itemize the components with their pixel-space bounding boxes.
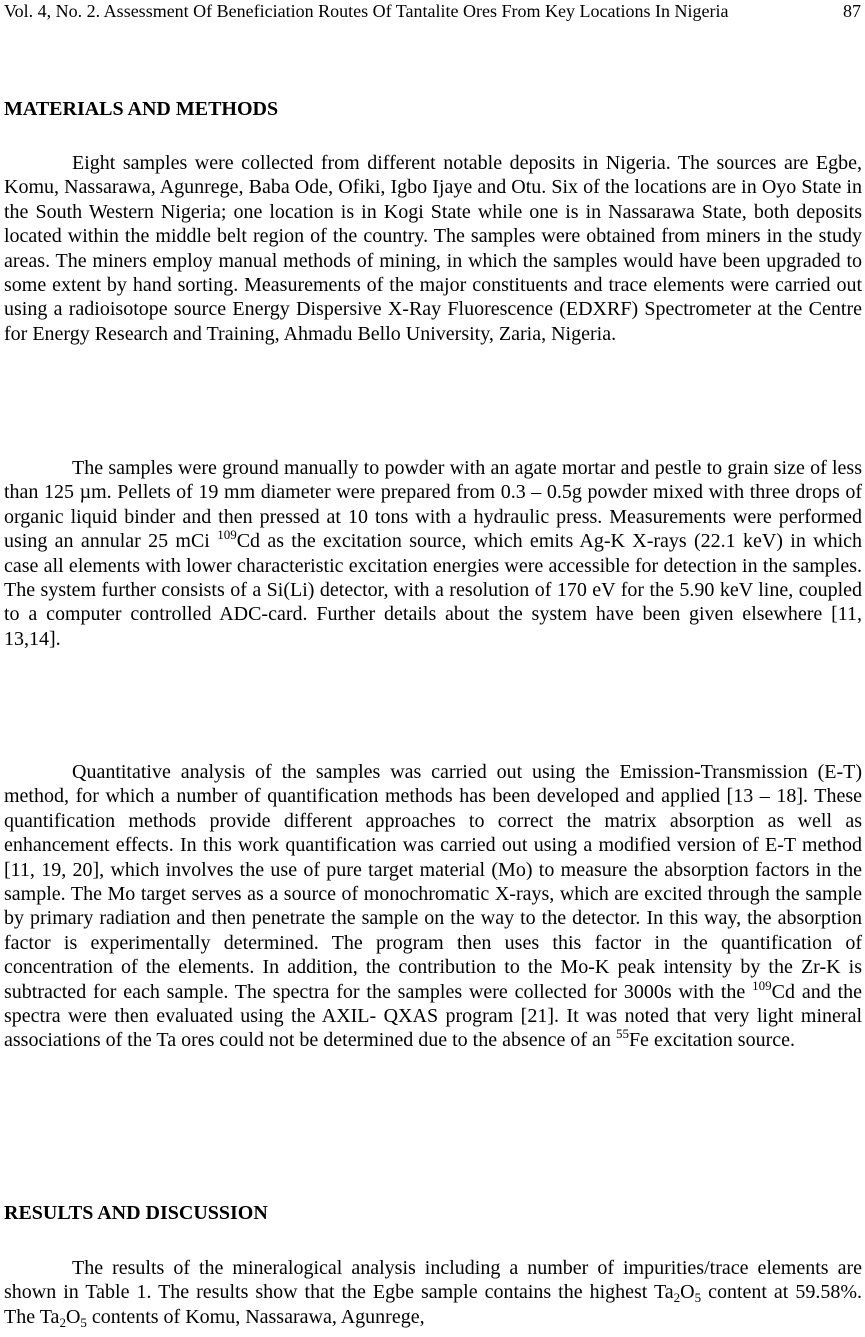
section-heading-materials: MATERIALS AND METHODS: [4, 98, 279, 120]
paragraph-quantification: Quantitative analysis of the samples was carried out using the Emission-Transmission (E-T) method, for which a number of quantification methods has been developed and applied [13 – 18]. These quantification methods provide different approaches to correct the matrix absorption as well as enhancement effects. In this work quantification was carried out using a modified version of E-T method [11, 19, 20], which involves the use of pure target material (Mo) to measure the absorption factors in the sample. The Mo target serves as a source of monochromatic X-rays, which are excited through the sample by primary radiation and then penetrate the sample on the way to the detector. In this way, the absorption factor is experimentally determined. The program then uses this factor in the quantification of concentration of the elements. In addition, the contribution to the Mo-K peak intensity by the Zr-K is subtracted for each sample. The spectra for the samples were collected for 3000s with the $^{109}$Cd and the spectra were then evaluated using the AXIL- QXAS program [21]. It was noted that very light mineral associations of the Ta ores could not be determined due to the absence of an $^{55}$Fe excitation source.: [4, 761, 862, 1052]
paragraph-preparation: The samples were ground manually to powder with an agate mortar and pestle to grain size of less than 125 µm. Pellets of 19 mm diameter were prepared from 0.3 – 0.5g powder mixed with three drops of organic liquid binder and then pressed at 10 tons with a hydraulic press. Measurements were performed using an annular 25 mCi $^{109}$Cd as the excitation source, which emits Ag-K X-rays (22.1 keV) in which case all elements with lower characteristic excitation energies were accessible for detection in the samples. The system further consists of a Si(Li) detector, with a resolution of 170 eV for the 5.90 keV line, coupled to a computer controlled ADC-card. Further details about the system have been given elsewhere [11, 13,14].: [4, 457, 863, 650]
paragraph-samples: Eight samples were collected from different notable deposits in Nigeria. The sources are Egbe, Komu, Nassarawa, Agunrege, Baba Ode, Ofiki, Igbo Ijaye and Otu. Six of the locations are in Oyo State in the South Western Nigeria; one location is in Kogi State while one is in Nassarawa State, both deposits located within the middle belt region of the country. The samples were obtained from miners in the study areas. The miners employ manual methods of mining, in which the samples would have been upgraded to some extent by hand sorting. Measurements of the major constituents and trace elements were carried out using a radioisotope source Energy Dispersive X-Ray Fluorescence (EDXRF) Spectrometer at the Centre for Energy Research and Training, Ahmadu Bello University, Zaria, Nigeria.: [4, 152, 862, 345]
page-number: 87: [843, 1, 861, 21]
journal-title: Vol. 4, No. 2. Assessment Of Beneficiation Routes Of Tantalite Ores From Key Locations In Nigeria: [4, 1, 729, 21]
paragraph-results: The results of the mineralogical analysis including a number of impurities/trace elements are shown in Table 1. The results show that the Egbe sample contains the highest $Ta_2O_5$ content at 59.58%. The $Ta_2O_5$ contents of Komu, Nassarawa, Agunrege,: [4, 1257, 862, 1330]
section-heading-results: RESULTS AND DISCUSSION: [4, 1202, 268, 1224]
